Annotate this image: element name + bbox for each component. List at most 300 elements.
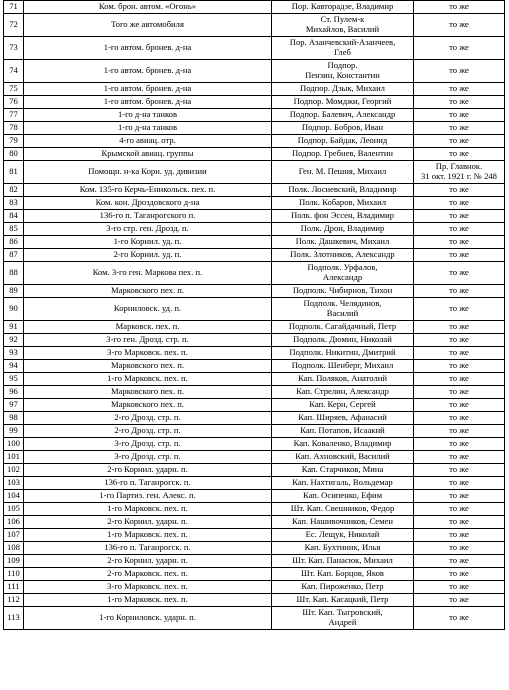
row-number: 97 <box>4 399 24 412</box>
name-cell <box>272 568 414 581</box>
unit-line: Ком. 3-го ген. Маркова пех. п. <box>92 267 203 278</box>
note-cell <box>414 607 505 630</box>
name-cell <box>272 464 414 477</box>
table-row <box>4 135 505 148</box>
unit-line: 136-го п. Таганрогского п. <box>99 210 196 221</box>
unit-line: 1-го автом. бронев. д-на <box>103 65 192 76</box>
name-cell <box>272 490 414 503</box>
unit-line: Ком. кон. Дроздовского д-на <box>95 197 200 208</box>
unit-line: Ком. 135-го Керчь-Еникольск. пех. п. <box>79 184 216 195</box>
note-line: то же <box>449 334 469 345</box>
row-number: 84 <box>4 210 24 223</box>
note-line: то же <box>449 464 469 475</box>
table-row <box>4 412 505 425</box>
name-cell <box>272 122 414 135</box>
name-line: Подполк. Шенберг, Михаил <box>291 360 394 371</box>
table-row <box>4 60 505 83</box>
table-row <box>4 262 505 285</box>
name-line: Полк. фон Эссен, Владимир <box>290 210 395 221</box>
note-line: то же <box>449 529 469 540</box>
note-line: то же <box>449 42 469 53</box>
unit-line: Марковского пех. п. <box>110 360 185 371</box>
note-line: то же <box>449 236 469 247</box>
row-number: 108 <box>4 542 24 555</box>
note-cell <box>414 135 505 148</box>
row-number: 92 <box>4 334 24 347</box>
note-cell <box>414 249 505 262</box>
note-line: то же <box>449 1 469 12</box>
row-number: 78 <box>4 122 24 135</box>
row-number: 103 <box>4 477 24 490</box>
table-row <box>4 542 505 555</box>
unit-cell <box>24 568 272 581</box>
note-line: то же <box>449 83 469 94</box>
note-line: то же <box>449 65 469 76</box>
table-row <box>4 236 505 249</box>
note-line: то же <box>449 197 469 208</box>
unit-line: Марковского пех. п. <box>110 285 185 296</box>
unit-cell <box>24 236 272 249</box>
note-line: то же <box>449 425 469 436</box>
table-row <box>4 109 505 122</box>
note-cell <box>414 1 505 14</box>
note-cell <box>414 285 505 298</box>
name-line: Полк. Дрон, Владимир <box>300 223 385 234</box>
row-number: 93 <box>4 347 24 360</box>
unit-line: Крымской авиац. группы <box>101 148 194 159</box>
unit-cell <box>24 60 272 83</box>
note-line: то же <box>449 612 469 623</box>
unit-line: Марковского пех. п. <box>110 386 185 397</box>
unit-line: 1-го автом. бронев. д-на <box>103 83 192 94</box>
row-number: 87 <box>4 249 24 262</box>
note-cell <box>414 581 505 594</box>
name-line: Кап. Бухтиник, Илья <box>304 542 381 553</box>
note-line: то же <box>449 581 469 592</box>
table-row <box>4 321 505 334</box>
name-cell <box>272 184 414 197</box>
note-cell <box>414 490 505 503</box>
name-cell <box>272 148 414 161</box>
note-line: то же <box>449 438 469 449</box>
table-row <box>4 249 505 262</box>
row-number: 98 <box>4 412 24 425</box>
row-number: 94 <box>4 360 24 373</box>
name-line: Подполк. Урфалов, <box>307 262 378 273</box>
unit-line: 136-го п. Таганрогск. п. <box>104 542 191 553</box>
row-number: 113 <box>4 607 24 630</box>
name-cell <box>272 412 414 425</box>
note-cell <box>414 451 505 464</box>
unit-cell <box>24 148 272 161</box>
unit-line: 1-го д-на танков <box>117 122 178 133</box>
note-cell <box>414 399 505 412</box>
unit-line: Марковск. пех. п. <box>115 321 180 332</box>
note-line: то же <box>449 321 469 332</box>
name-line: Глеб <box>334 47 351 57</box>
name-line: Шт. Кап. Панасюк, Михаил <box>292 555 393 566</box>
name-cell <box>272 161 414 184</box>
unit-cell <box>24 451 272 464</box>
name-line: Подполк. Дюмин, Николай <box>293 334 392 345</box>
note-cell <box>414 412 505 425</box>
note-line: то же <box>449 249 469 260</box>
table-row <box>4 14 505 37</box>
table-row <box>4 581 505 594</box>
unit-cell <box>24 210 272 223</box>
note-cell <box>414 503 505 516</box>
unit-cell <box>24 109 272 122</box>
unit-line: 3-го Дрозд. стр. п. <box>114 451 181 462</box>
table-row <box>4 607 505 630</box>
table-row <box>4 1 505 14</box>
note-cell <box>414 425 505 438</box>
unit-cell <box>24 122 272 135</box>
row-number: 82 <box>4 184 24 197</box>
name-cell <box>272 249 414 262</box>
note-cell <box>414 298 505 321</box>
note-line: то же <box>449 285 469 296</box>
note-line: Пр. Главнок. <box>435 161 483 172</box>
table-row <box>4 451 505 464</box>
name-cell <box>272 425 414 438</box>
name-cell <box>272 83 414 96</box>
name-line: Кап. Керн, Сергей <box>309 399 376 410</box>
unit-line: Корниловск. уд. п. <box>113 303 182 314</box>
row-number: 101 <box>4 451 24 464</box>
table-row <box>4 96 505 109</box>
table-row <box>4 347 505 360</box>
unit-cell <box>24 14 272 37</box>
name-line: Полк. Дашкевич, Михаил <box>295 236 390 247</box>
name-line: Пензин, Константин <box>305 70 380 80</box>
unit-line: Марковского пех. п. <box>110 399 185 410</box>
note-cell <box>414 464 505 477</box>
table-row <box>4 285 505 298</box>
name-cell <box>272 516 414 529</box>
name-line: Подпор. Момджи, Георгий <box>293 96 392 107</box>
unit-cell <box>24 334 272 347</box>
row-number: 72 <box>4 14 24 37</box>
table-row <box>4 197 505 210</box>
name-line: Александр <box>322 272 363 282</box>
row-number: 85 <box>4 223 24 236</box>
table-row <box>4 438 505 451</box>
unit-cell <box>24 555 272 568</box>
row-number: 75 <box>4 83 24 96</box>
name-cell <box>272 581 414 594</box>
unit-line: 3-го Марковск. пех. п. <box>107 581 188 592</box>
name-line: Пор. Азанчевский-Азанчеев, <box>289 37 396 48</box>
name-cell <box>272 451 414 464</box>
name-line: Подпор. <box>327 60 358 71</box>
note-cell <box>414 373 505 386</box>
unit-cell <box>24 249 272 262</box>
row-number: 73 <box>4 37 24 60</box>
name-cell <box>272 594 414 607</box>
table-row <box>4 503 505 516</box>
name-line: Кап. Стрелин, Александр <box>296 386 389 397</box>
table-row <box>4 122 505 135</box>
name-cell <box>272 37 414 60</box>
note-cell <box>414 37 505 60</box>
note-cell <box>414 438 505 451</box>
note-cell <box>414 477 505 490</box>
table-row <box>4 490 505 503</box>
note-line: 31 окт. 1921 г. № 248 <box>421 171 497 181</box>
row-number: 95 <box>4 373 24 386</box>
unit-line: 1-го Марковск. пех. п. <box>107 503 188 514</box>
awards-table <box>3 0 505 630</box>
note-line: то же <box>449 555 469 566</box>
name-line: Шт. Кап. Свешников, Федор <box>290 503 395 514</box>
name-cell <box>272 321 414 334</box>
table-row <box>4 223 505 236</box>
unit-line: 2-го Корнил. ударн. п. <box>107 516 188 527</box>
table-row <box>4 425 505 438</box>
table-row <box>4 399 505 412</box>
name-line: Полк. Кобаров, Михаил <box>298 197 386 208</box>
name-cell <box>272 386 414 399</box>
note-line: то же <box>449 477 469 488</box>
name-cell <box>272 477 414 490</box>
name-line: Шт. Кап. Борцов, Яков <box>301 568 384 579</box>
unit-cell <box>24 529 272 542</box>
note-line: то же <box>449 386 469 397</box>
unit-line: Того же автомобиля <box>111 19 184 30</box>
unit-cell <box>24 83 272 96</box>
name-line: Ген. М. Пешня, Михаил <box>298 166 387 177</box>
name-line: Кап. Старчиков, Мина <box>301 464 384 475</box>
note-line: то же <box>449 503 469 514</box>
unit-cell <box>24 412 272 425</box>
note-cell <box>414 321 505 334</box>
awards-table-body <box>4 1 505 630</box>
unit-line: 1-го Партиз. ген. Алекс. п. <box>99 490 196 501</box>
name-cell <box>272 197 414 210</box>
name-line: Подпор. Бобров, Иван <box>301 122 384 133</box>
note-line: то же <box>449 568 469 579</box>
note-line: то же <box>449 109 469 120</box>
unit-cell <box>24 516 272 529</box>
row-number: 96 <box>4 386 24 399</box>
row-number: 112 <box>4 594 24 607</box>
unit-line: Ком. брон. автом. «Огонь» <box>98 1 197 12</box>
name-cell <box>272 60 414 83</box>
note-cell <box>414 122 505 135</box>
unit-cell <box>24 490 272 503</box>
table-row <box>4 464 505 477</box>
name-line: Кап. Пироженко, Петр <box>301 581 384 592</box>
name-cell <box>272 236 414 249</box>
table-row <box>4 555 505 568</box>
note-cell <box>414 197 505 210</box>
table-row <box>4 298 505 321</box>
note-cell <box>414 347 505 360</box>
unit-line: 2-го Корнил. уд. п. <box>113 249 182 260</box>
row-number: 74 <box>4 60 24 83</box>
name-cell <box>272 529 414 542</box>
note-line: то же <box>449 135 469 146</box>
row-number: 109 <box>4 555 24 568</box>
name-line: Василий <box>326 308 359 318</box>
note-line: то же <box>449 19 469 30</box>
row-number: 81 <box>4 161 24 184</box>
unit-cell <box>24 298 272 321</box>
row-number: 105 <box>4 503 24 516</box>
unit-line: 1-го Марковск. пех. п. <box>107 373 188 384</box>
name-line: Полк. Злотников, Александр <box>290 249 395 260</box>
note-cell <box>414 109 505 122</box>
row-number: 76 <box>4 96 24 109</box>
note-line: то же <box>449 490 469 501</box>
note-cell <box>414 83 505 96</box>
name-line: Кап. Осипенко, Ефим <box>302 490 383 501</box>
unit-cell <box>24 184 272 197</box>
note-cell <box>414 210 505 223</box>
note-cell <box>414 184 505 197</box>
unit-cell <box>24 360 272 373</box>
unit-line: 2-го Марковск. пех. п. <box>107 568 188 579</box>
row-number: 111 <box>4 581 24 594</box>
note-cell <box>414 236 505 249</box>
table-row <box>4 37 505 60</box>
name-line: Ес. Лещук, Николай <box>305 529 380 540</box>
name-line: Пор. Кавторадзе, Владимир <box>291 1 394 12</box>
unit-cell <box>24 197 272 210</box>
unit-cell <box>24 223 272 236</box>
name-cell <box>272 135 414 148</box>
unit-cell <box>24 321 272 334</box>
name-cell <box>272 542 414 555</box>
unit-line: 4-го авиац. отр. <box>119 135 176 146</box>
note-cell <box>414 148 505 161</box>
name-cell <box>272 223 414 236</box>
note-line: то же <box>449 542 469 553</box>
name-cell <box>272 334 414 347</box>
name-line: Ст. Пулем-к <box>320 14 365 25</box>
name-line: Подполк. Чибирнов, Тихон <box>292 285 393 296</box>
note-line: то же <box>449 412 469 423</box>
name-cell <box>272 298 414 321</box>
note-line: то же <box>449 210 469 221</box>
table-row <box>4 477 505 490</box>
table-row <box>4 83 505 96</box>
row-number: 106 <box>4 516 24 529</box>
unit-line: 1-го Марковск. пех. п. <box>107 529 188 540</box>
unit-line: Помощн. н-ка Корн. уд. дивизии <box>88 166 207 177</box>
table-row <box>4 210 505 223</box>
name-cell <box>272 607 414 630</box>
note-line: то же <box>449 399 469 410</box>
name-cell <box>272 285 414 298</box>
name-cell <box>272 503 414 516</box>
table-row <box>4 373 505 386</box>
row-number: 91 <box>4 321 24 334</box>
unit-line: 2-го Корнил. ударн. п. <box>107 555 188 566</box>
note-cell <box>414 334 505 347</box>
name-line: Кап. Нахтигаль, Вольдемар <box>292 477 393 488</box>
name-line: Кап. Нашивочников, Семен <box>292 516 393 527</box>
unit-line: 1-го автом. бронев. д-на <box>103 42 192 53</box>
unit-cell <box>24 477 272 490</box>
unit-line: 1-го Корниловск. ударн. п. <box>99 612 196 623</box>
unit-cell <box>24 607 272 630</box>
note-cell <box>414 161 505 184</box>
row-number: 88 <box>4 262 24 285</box>
name-line: Шт. Кап. Тыгровский, <box>302 607 383 618</box>
name-line: Кап. Ширяев, Афанасий <box>298 412 387 423</box>
name-line: Подпор. Балевич, Александр <box>289 109 396 120</box>
name-line: Кап. Ахновский, Василий <box>295 451 390 462</box>
row-number: 100 <box>4 438 24 451</box>
row-number: 102 <box>4 464 24 477</box>
name-line: Подполк. Челядинов, <box>303 298 382 309</box>
unit-cell <box>24 594 272 607</box>
unit-line: 2-го Дрозд. стр. п. <box>114 425 181 436</box>
note-cell <box>414 360 505 373</box>
row-number: 86 <box>4 236 24 249</box>
row-number: 89 <box>4 285 24 298</box>
name-cell <box>272 1 414 14</box>
note-line: то же <box>449 184 469 195</box>
unit-line: 3-го Марковск. пех. п. <box>107 347 188 358</box>
unit-line: 3-го ген. Дрозд. стр. п. <box>106 334 189 345</box>
row-number: 104 <box>4 490 24 503</box>
row-number: 80 <box>4 148 24 161</box>
unit-cell <box>24 464 272 477</box>
name-line: Кап. Потапов, Исаакий <box>300 425 385 436</box>
unit-line: 1-го автом. бронев. д-на <box>103 96 192 107</box>
name-cell <box>272 399 414 412</box>
unit-line: 3-го Дрозд. стр. п. <box>114 438 181 449</box>
note-cell <box>414 262 505 285</box>
note-line: то же <box>449 360 469 371</box>
unit-cell <box>24 1 272 14</box>
unit-cell <box>24 373 272 386</box>
note-cell <box>414 555 505 568</box>
row-number: 83 <box>4 197 24 210</box>
unit-cell <box>24 96 272 109</box>
note-cell <box>414 386 505 399</box>
unit-line: 136-го п. Таганрогск. п. <box>104 477 191 488</box>
unit-cell <box>24 135 272 148</box>
name-line: Подпор. Гребнев, Валентин <box>291 148 394 159</box>
table-row <box>4 360 505 373</box>
note-line: то же <box>449 373 469 384</box>
row-number: 99 <box>4 425 24 438</box>
name-cell <box>272 14 414 37</box>
note-line: то же <box>449 594 469 605</box>
unit-cell <box>24 438 272 451</box>
unit-cell <box>24 399 272 412</box>
table-row <box>4 184 505 197</box>
row-number: 107 <box>4 529 24 542</box>
unit-line: 1-го Марковск. пех. п. <box>107 594 188 605</box>
note-line: то же <box>449 451 469 462</box>
note-cell <box>414 60 505 83</box>
row-number: 79 <box>4 135 24 148</box>
note-line: то же <box>449 96 469 107</box>
unit-cell <box>24 161 272 184</box>
row-number: 77 <box>4 109 24 122</box>
unit-line: 1-го Корнил. уд. п. <box>113 236 182 247</box>
row-number: 71 <box>4 1 24 14</box>
table-row <box>4 386 505 399</box>
table-row <box>4 161 505 184</box>
name-cell <box>272 96 414 109</box>
unit-cell <box>24 285 272 298</box>
